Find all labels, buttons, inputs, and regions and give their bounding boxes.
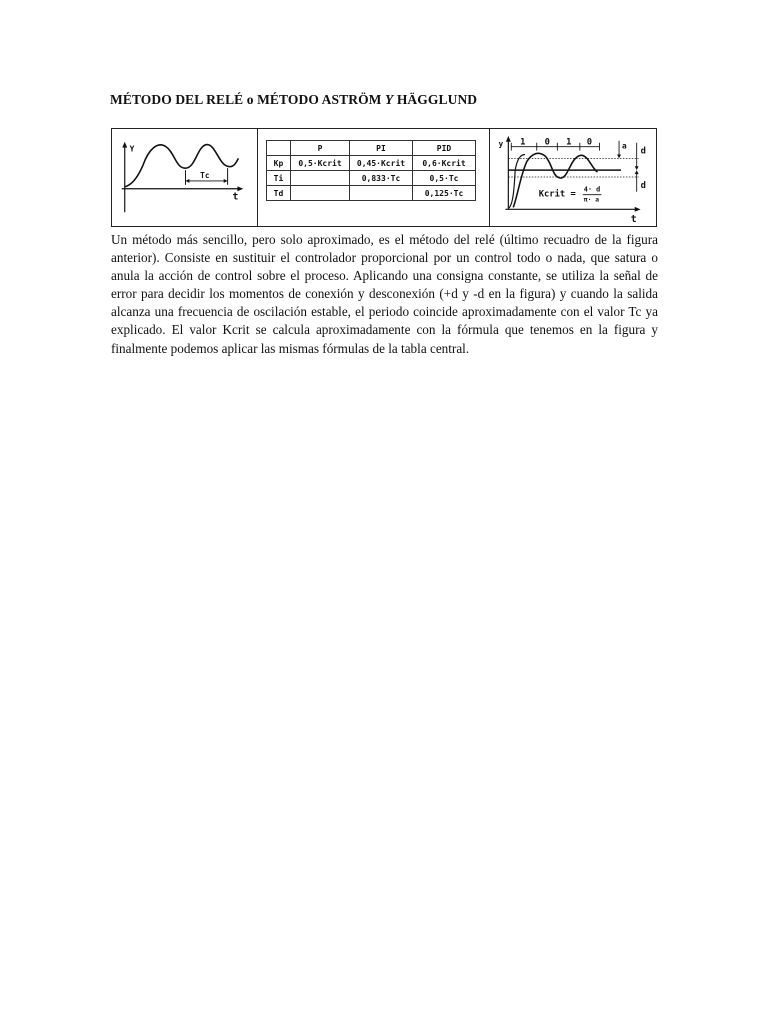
table-header-cell: P <box>291 141 350 156</box>
relay-x-axis-arrow <box>635 207 641 212</box>
d-upper-label: d <box>640 146 646 157</box>
title-part-2: Y <box>385 92 394 107</box>
parameter-table-panel <box>258 129 490 226</box>
a-label: a <box>621 141 627 151</box>
table-header-cell <box>267 141 291 156</box>
relay-t-label: t <box>630 214 637 226</box>
oscillation-graph <box>112 129 258 226</box>
title-part-1: MÉTODO DEL RELÉ o MÉTODO ASTRÖM <box>110 92 385 107</box>
table-row <box>267 171 476 186</box>
table-cell <box>291 186 350 201</box>
table-row <box>267 186 476 201</box>
table-cell: 0,6·Kcrit <box>413 156 476 171</box>
table-cell: 0,5·Tc <box>413 171 476 186</box>
table-cell: 0,125·Tc <box>413 186 476 201</box>
relay-graph <box>490 129 656 226</box>
tc-label: Tc <box>200 170 210 180</box>
tc-arrow-left <box>185 179 189 183</box>
t-axis-label: t <box>232 191 239 203</box>
relay-state-label: 0 <box>586 137 593 148</box>
body-paragraph: Un método más sencillo, pero solo aproximado, es el método del relé (último recuadro de la figura anterior). Consiste en sustituir el controlador proporcional por un control todo o nada, que satura o anula la acción de control sobre el proceso. Aplicando una consigna constante, se utiliza la señal de error para decidir los momentos de conexión y desconexión (+d y -d en la figura) y cuando la salida alcanza una frecuencia de oscilación estable, el periodo coincide aproximadamente con el valor Tc ya explicado. El valor Kcrit se calcula aproximadamente con la fórmula que tenemos en la figura y finalmente podemos aplicar las mismas fórmulas de la tabla central. <box>111 232 658 356</box>
table-cell <box>350 186 413 201</box>
title-part-3: HÄGGLUND <box>393 92 478 107</box>
table-cell: Td <box>267 186 291 201</box>
x-axis-arrow <box>237 186 243 191</box>
table-cell: Ti <box>267 171 291 186</box>
relay-y-axis-arrow <box>506 136 511 142</box>
table-cell: 0,833·Tc <box>350 171 413 186</box>
a-arrow-head <box>617 154 621 158</box>
oscillation-svg <box>112 129 257 226</box>
kcrit-numerator: 4· d <box>583 185 601 194</box>
table-header-cell: PI <box>350 141 413 156</box>
tc-arrow-right <box>224 179 228 183</box>
table-row <box>267 156 476 171</box>
table-header-cell: PID <box>413 141 476 156</box>
kcrit-label: Kcrit = <box>538 189 576 200</box>
relay-state-label: 1 <box>520 137 526 148</box>
startup-curve <box>508 154 525 208</box>
d-upper-arrow-head <box>635 166 639 170</box>
table-cell: 0,5·Kcrit <box>291 156 350 171</box>
d-lower-arrow-head <box>635 170 639 174</box>
relay-y-label: y <box>498 139 504 149</box>
figure-box <box>111 128 657 227</box>
kcrit-denominator: π· a <box>583 196 600 204</box>
response-curve <box>125 145 239 187</box>
relay-state-label: 1 <box>566 137 572 148</box>
d-lower-label: d <box>640 180 646 191</box>
table-cell <box>291 171 350 186</box>
y-axis-arrow <box>122 142 127 148</box>
parameter-table <box>266 140 476 201</box>
table-cell: 0,45·Kcrit <box>350 156 413 171</box>
relay-state-label: 0 <box>544 137 550 148</box>
relay-svg <box>490 129 656 226</box>
y-axis-label: Y <box>129 144 135 154</box>
table-cell: Kp <box>267 156 291 171</box>
table-header-row <box>267 141 476 156</box>
page-title <box>110 92 477 108</box>
